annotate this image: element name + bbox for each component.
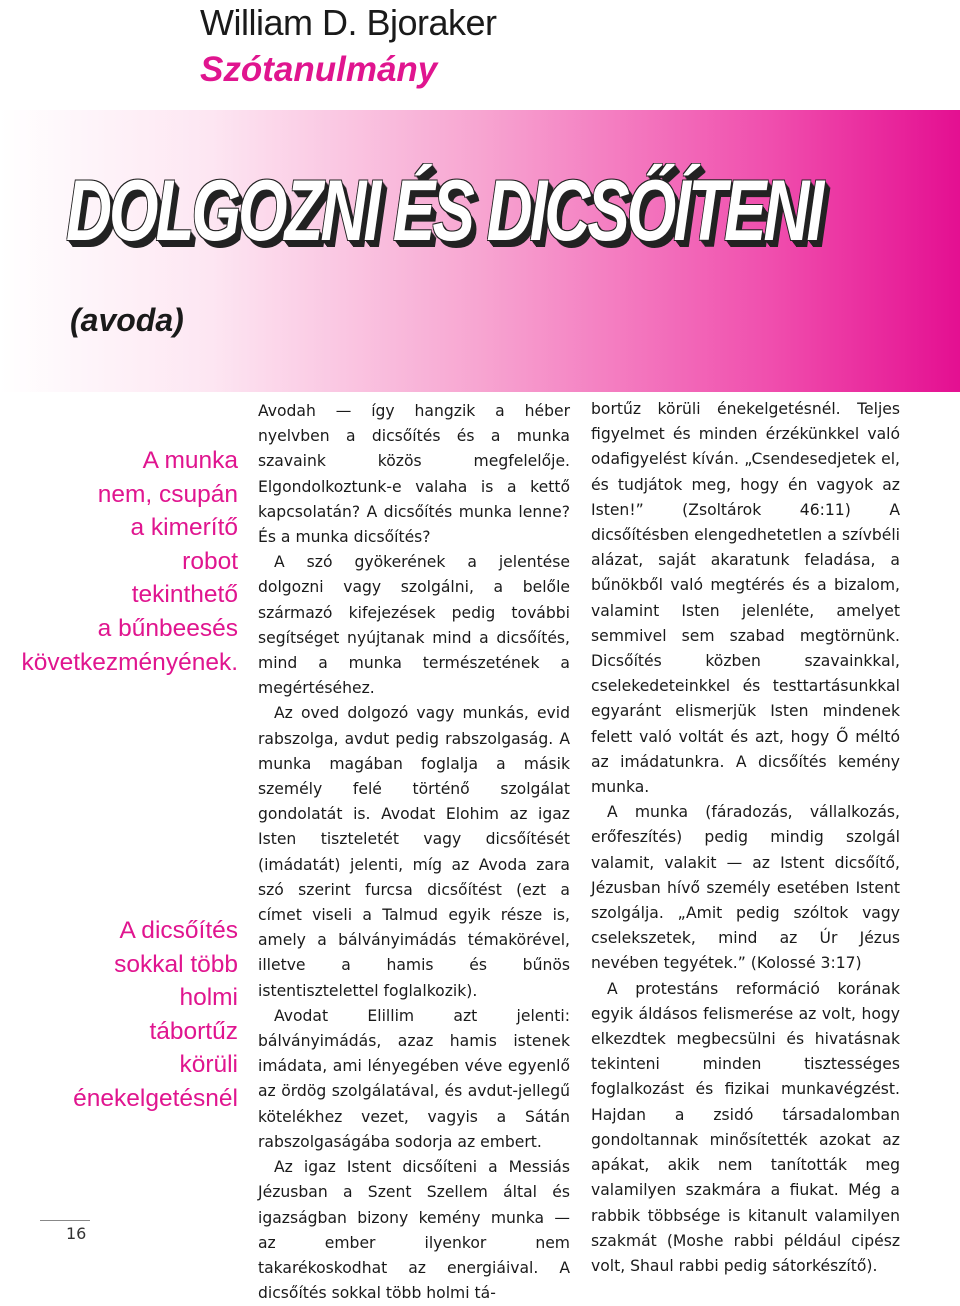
pull-quote-line: A dicsőítés	[119, 917, 238, 944]
pull-quote-work	[21, 444, 238, 679]
body-paragraph: Avodah — így hangzik a héber nyelvben a dicsőítés és a munka szavaink közös megfelelője. Elgondolkoztunk-e valaha is a kettő kapcsolatán? A dicsőítés munka lenne? És a munka dicsőítés?	[258, 402, 570, 547]
body-paragraph: Az igaz Istent dicsőíteni a Messiás Jézusban a Szent Szellem által és igazságban bizony kemény munka — az ember ilyenkor nem takarékoskodhat az energiáival. A dicsőítés sokkal több holmi tá-	[258, 1158, 570, 1303]
body-paragraph: A szó gyökerének a jelentése dolgozni vagy szolgálni, a belőle származó kifejezések pedig további segítséget nyújtanak mind a dicsőítés, mind a munka természetének a megértéséhez.	[258, 553, 570, 698]
body-paragraph: Az oved dolgozó vagy munkás, evid rabszolga, avdut pedig rabszolgaság. A munka magában foglalja a másik személy felé történő szolgálat gondolatát is. Avodat Elohim az igaz Isten tiszteletét vagy dicsőítését (imádatát) jelenti, míg az Avoda zara szó szerint furcsa dicsőítést (ezt a címet viseli a Talmud egyik része is, amely a bálványimádás témakörével, illetve a hamis és bűnös istentisztelettel foglalkozik).	[258, 704, 570, 1000]
pull-quote-line: A munka	[142, 447, 238, 474]
article-title: DOLGOZNI ÉS DICSŐÍTENI	[66, 163, 822, 259]
body-paragraph: A protestáns reformáció korának egyik áldásos felismerése az volt, hogy elkezdtek megbecsülni és hivatásnak tekinteni minden tisztességes foglalkozást és fizikai munkavégzést. Hajdan a zsidó társadalomban gondoltannak minősítették azokat az apákat, akik nem tanították meg valamilyen szakmára a fiukat. Még a rabbik többsége is kitanult valamilyen szakmát (Moshe rabbi például cipész volt, Shaul rabbi pedig sátorkészítő).	[591, 979, 900, 1275]
pull-quote-line: következményének.	[21, 648, 238, 676]
pull-quote-line: a kimerítő	[130, 514, 238, 542]
pull-quote-line: tábortűz	[149, 1017, 238, 1045]
pull-quote-line: a bűnbeesés	[97, 614, 238, 642]
pull-quote-line: sokkal több	[114, 950, 238, 978]
pull-quote-line: énekelgetésnél	[73, 1084, 238, 1112]
series-label: Szótanulmány	[200, 50, 438, 89]
pull-quote-line: robot	[182, 547, 238, 575]
footer-rule	[40, 1220, 90, 1221]
pull-quote-line: körüli	[179, 1051, 238, 1079]
pull-quote-line: nem, csupán	[97, 480, 238, 508]
pull-quote-line: holmi	[179, 984, 238, 1012]
body-paragraph: Avodat Elillim azt jelenti: bálványimádás, azaz hamis istenek imádata, ami lényegében véve egyenlő az ördög szolgálatával, és avdut-jellegű kötelékhez vezet, vagyis a Sátán rabszolgaságába sodorja az embert.	[258, 1006, 570, 1151]
pull-quote-line: tekinthető	[131, 581, 238, 609]
body-column-left	[258, 399, 570, 1306]
article-subtitle: (avoda)	[70, 302, 184, 338]
page-number: 16	[66, 1224, 87, 1243]
body-column-right	[591, 397, 900, 1279]
pull-quote-worship	[73, 914, 238, 1116]
body-paragraph: bortűz körüli énekelgetésnél. Teljes figyelmet és minden érzékünkkel való odafigyelést kíván. „Csendesedjetek el, és tudjátok meg, hogy én vagyok az Isten!” (Zsoltárok 46:11) A dicsőítésben elengedhetetlen a szívbéli alázat, saját akaratunk feladása, a bűnökből való megtérés és a bizalom, valamint Isten jelenléte, amelyet semmivel sem szabad megtörnünk. Dicsőítés közben szavainkkal, cselekedeteinkkel és testtartásunkkal egyaránt elismerjük Isten mindenek felett való voltát és azt, hogy Ő méltó az imádatunkra. A dicsőítés kemény munka.	[591, 400, 900, 797]
author-name: William D. Bjoraker	[200, 2, 497, 43]
body-paragraph: A munka (fáradozás, vállalkozás, erőfeszítés) pedig mindig szolgál valamit, valakit — az Istent dicsőítő, Jézusban hívő személy esetében Istent szolgálja. „Amit pedig szóltok vagy cselekszetek, mind az Úr Jézus nevében tegyétek.” (Kolossé 3:17)	[591, 803, 900, 973]
